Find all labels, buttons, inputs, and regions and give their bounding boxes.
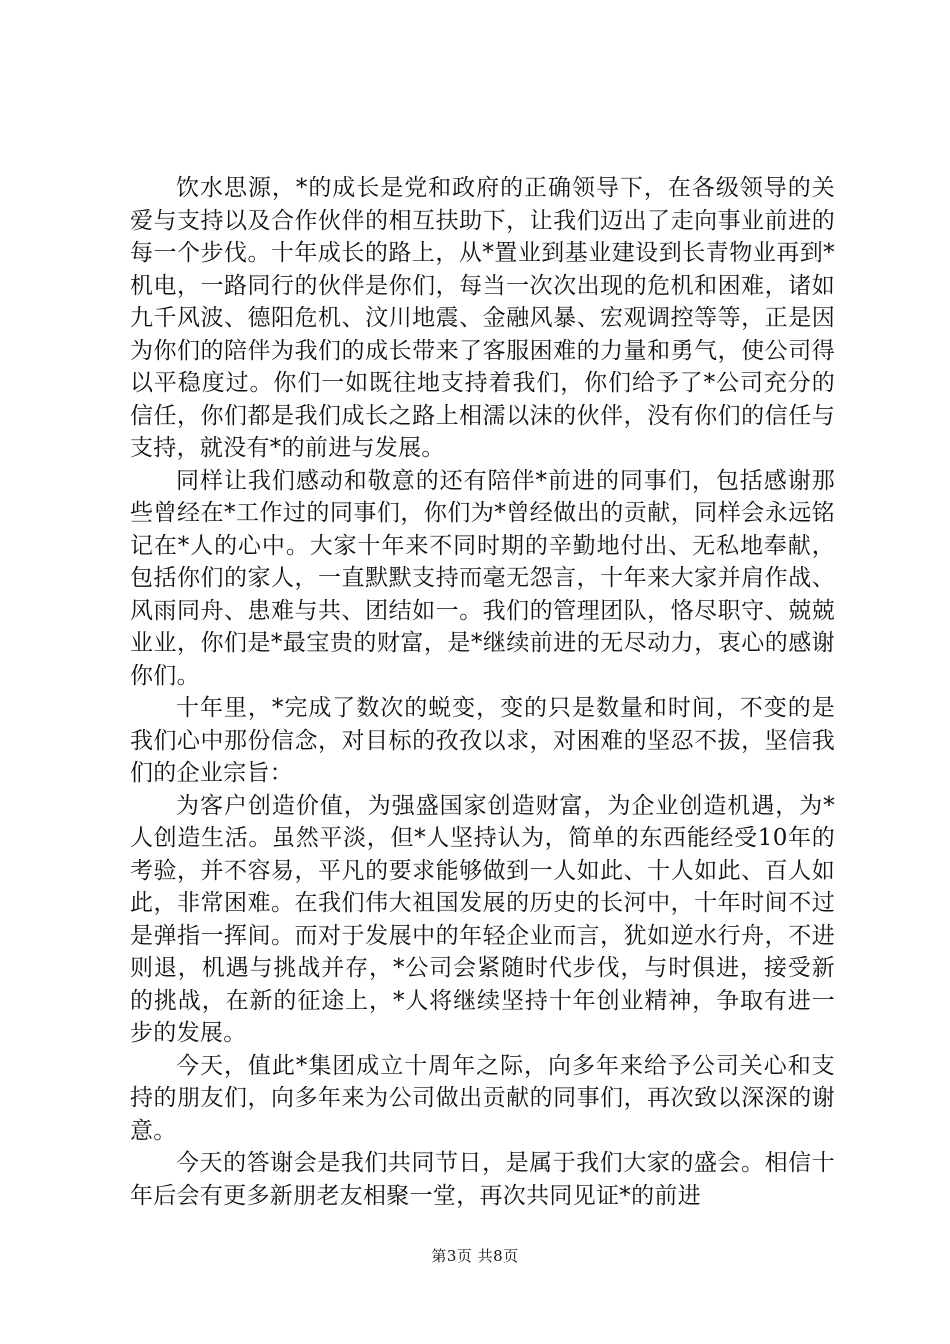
paragraph: 为客户创造价值，为强盛国家创造财富，为企业创造机遇，为*人创造生活。虽然平淡，但*人坚持认为，简单的东西能经受10年的考验，并不容易，平凡的要求能够做到一人如此、十人如此、百人如此，非常困难。在我们伟大祖国发展的历史的长河中，十年时间不过是弹指一挥间。而对于发展中的年轻企业而言，犹如逆水行舟，不进则退，机遇与挑战并存，*公司会紧随时代步伐，与时俱进，接受新的挑战，在新的征途上，*人将继续坚持十年创业精神，争取有进一步的发展。 — [130, 792, 835, 1046]
paragraph: 今天的答谢会是我们共同节日，是属于我们大家的盛会。相信十年后会有更多新朋老友相聚一堂，再次共同见证*的前进 — [130, 1150, 835, 1209]
paragraph: 饮水思源，*的成长是党和政府的正确领导下，在各级领导的关爱与支持以及合作伙伴的相互扶助下，让我们迈出了走向事业前进的每一个步伐。十年成长的路上，从*置业到基业建设到长青物业再到*机电，一路同行的伙伴是你们，每当一次次出现的危机和困难，诸如九千风波、德阳危机、汶川地震、金融风暴、宏观调控等等，正是因为你们的陪伴为我们的成长带来了客服困难的力量和勇气，使公司得以平稳度过。你们一如既往地支持着我们，你们给予了*公司充分的信任，你们都是我们成长之路上相濡以沫的伙伴，没有你们的信任与支持，就没有*的前进与发展。 — [130, 175, 835, 461]
paragraph: 同样让我们感动和敬意的还有陪伴*前进的同事们，包括感谢那些曾经在*工作过的同事们，你们为*曾经做出的贡献，同样会永远铭记在*人的心中。大家十年来不同时期的辛勤地付出、无私地奉献，包括你们的家人，一直默默支持而毫无怨言，十年来大家并肩作战、风雨同舟、患难与共、团结如一。我们的管理团队，恪尽职守、兢兢业业，你们是*最宝贵的财富，是*继续前进的无尽动力，衷心的感谢你们。 — [130, 467, 835, 689]
paragraph: 十年里，*完成了数次的蜕变，变的只是数量和时间，不变的是我们心中那份信念，对目标的孜孜以求，对困难的坚忍不拔，坚信我们的企业宗旨： — [130, 695, 835, 786]
document-body — [130, 172, 835, 1212]
paragraph: 今天，值此*集团成立十周年之际，向多年来给予公司关心和支持的朋友们，向多年来为公司做出贡献的同事们，再次致以深深的谢意。 — [130, 1052, 835, 1144]
page-footer: 第3页 共8页 — [431, 1247, 519, 1265]
